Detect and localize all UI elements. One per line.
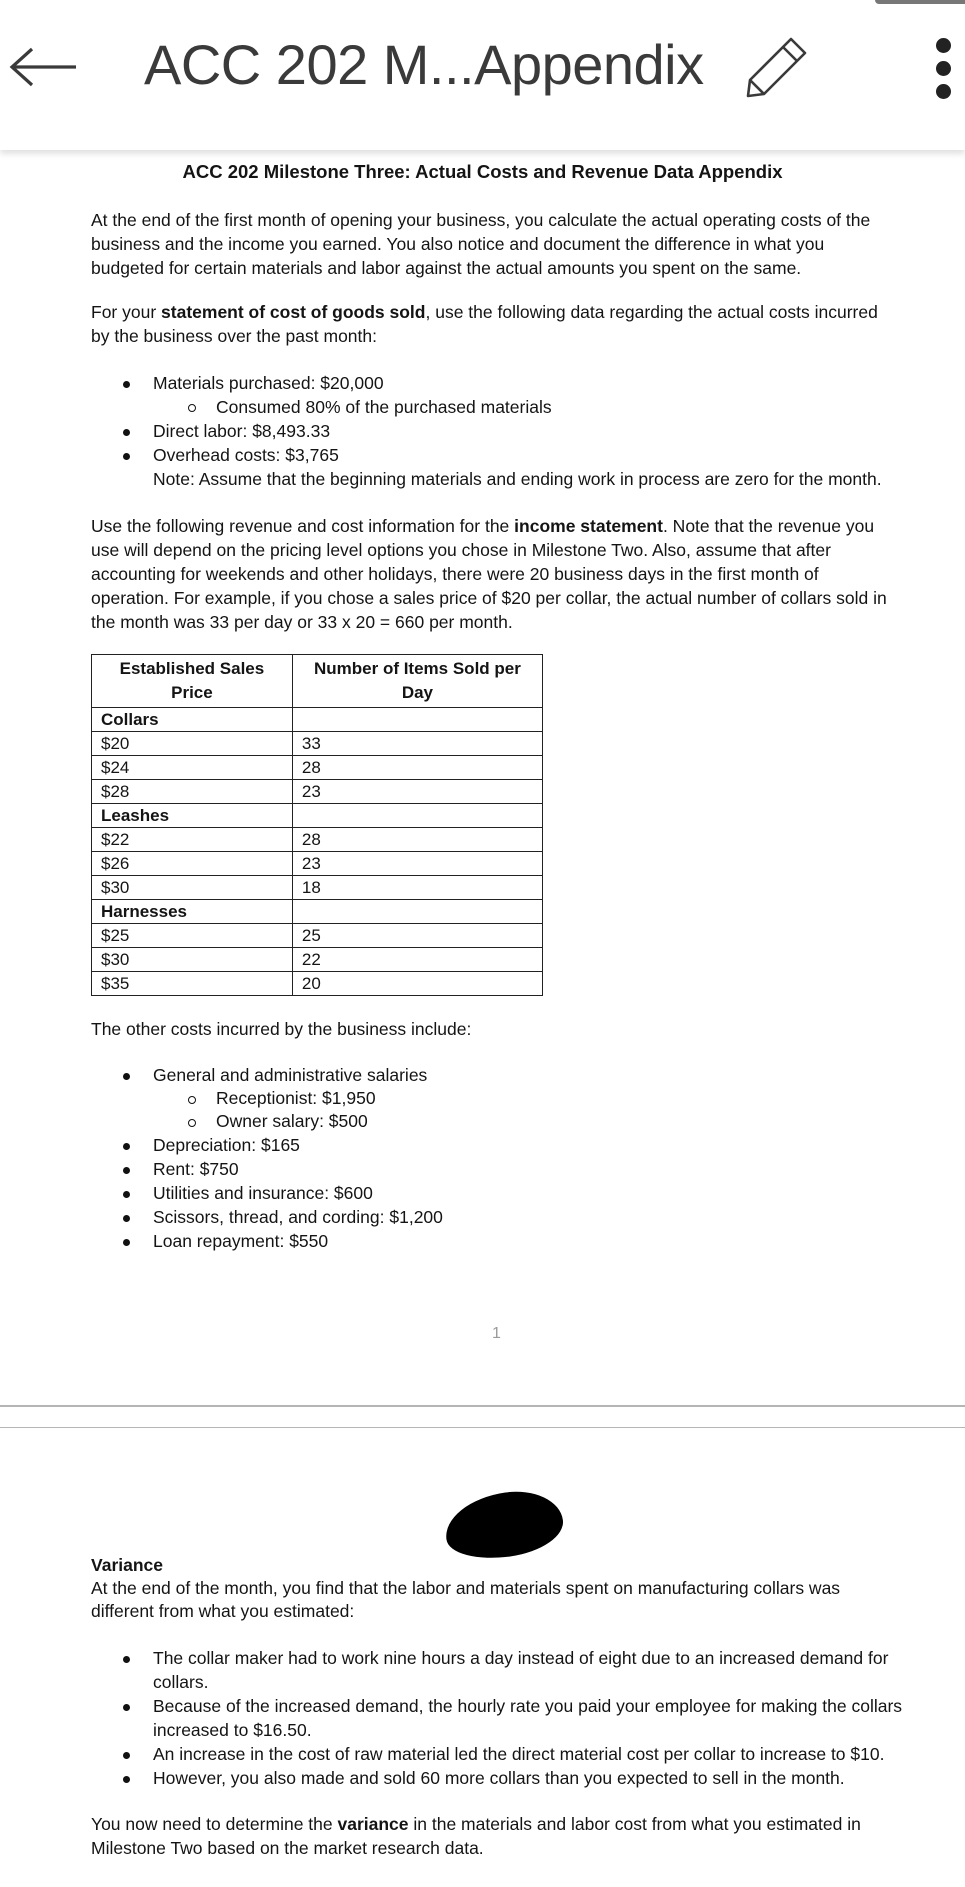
list-item: Scissors, thread, and cording: $1,200 <box>119 1205 919 1229</box>
column-header: Number of Items Sold per Day <box>292 655 542 708</box>
table-cell: 25 <box>292 924 542 948</box>
income-text-end: . Note that the revenue you use will depend on the pricing level options you chose in Milestone Two. Also, assume that after accounting for weekends and other holidays, there were 20 business days in the first month of operation. For example, if you chose a sales price of $20 per collar, the actual number of collars sold in the month was 33 per day or 33 x 20 = 660 per month. <box>91 516 887 632</box>
edit-button[interactable] <box>740 30 814 104</box>
page-title: ACC 202 Milestone Three: Actual Costs and Revenue Data Appendix <box>182 161 783 182</box>
table-row <box>92 708 543 732</box>
variance-section <box>91 1554 901 1623</box>
pencil-icon <box>744 34 810 100</box>
table-row <box>92 756 543 780</box>
cogs-list <box>119 371 919 491</box>
sales-price-table <box>91 654 543 996</box>
table-cell: $20 <box>92 732 293 756</box>
corner-shadow <box>875 0 965 4</box>
table-row <box>92 876 543 900</box>
table-cell: 18 <box>292 876 542 900</box>
list-item: Because of the increased demand, the hourly rate you paid your employee for making the collars increased to $16.50. <box>119 1694 919 1742</box>
table-row <box>92 780 543 804</box>
table-cell: 23 <box>292 852 542 876</box>
table-row <box>92 924 543 948</box>
table-row <box>92 852 543 876</box>
document-title: ACC 202 M...Appendix <box>144 33 704 96</box>
list-item: Direct labor: $8,493.33 <box>119 419 919 443</box>
table-row <box>92 900 543 924</box>
table-cell <box>292 708 542 732</box>
variance-heading: Variance <box>91 1555 163 1575</box>
column-header: Established Sales Price <box>92 655 293 708</box>
other-costs-intro: The other costs incurred by the business include: <box>91 1019 472 1039</box>
closing-paragraph <box>91 1812 901 1860</box>
closing-bold: variance <box>337 1814 409 1834</box>
more-dot <box>936 61 951 76</box>
variance-list <box>119 1646 919 1790</box>
list-item: Materials purchased: $20,000 <box>119 371 919 395</box>
closing-text: You now need to determine the <box>91 1814 338 1834</box>
table-cell <box>292 804 542 828</box>
list-item: Consumed 80% of the purchased materials <box>119 395 919 419</box>
table-cell: $35 <box>92 972 293 996</box>
group-label: Collars <box>92 708 293 732</box>
list-item: General and administrative salaries <box>119 1063 919 1087</box>
more-dot <box>936 84 951 99</box>
table-cell: 20 <box>292 972 542 996</box>
table-header-row <box>92 655 543 708</box>
list-item: Depreciation: $165 <box>119 1133 919 1157</box>
list-item: Overhead costs: $3,765 <box>119 443 919 467</box>
group-label: Harnesses <box>92 900 293 924</box>
table-row <box>92 972 543 996</box>
variance-intro: At the end of the month, you find that the labor and materials spent on manufacturing collars was different from what you estimated: <box>91 1578 841 1621</box>
page-divider <box>0 1405 965 1407</box>
table-cell: $22 <box>92 828 293 852</box>
document-page-1 <box>0 150 965 1405</box>
list-item: However, you also made and sold 60 more collars than you expected to sell in the month. <box>119 1766 919 1790</box>
table-row <box>92 804 543 828</box>
back-button[interactable] <box>6 30 80 104</box>
intro-paragraph: At the end of the first month of opening your business, you calculate the actual operating costs of the business and the income you earned. You also notice and document the difference in what you budgeted for certain materials and labor against the actual amounts you spent on the same. <box>91 210 871 278</box>
table-row <box>92 732 543 756</box>
document-page-2 <box>0 1428 965 1887</box>
page-number: 1 <box>492 1325 501 1342</box>
list-item: Owner salary: $500 <box>119 1110 919 1133</box>
table-cell: 22 <box>292 948 542 972</box>
table-row <box>92 828 543 852</box>
arrow-left-icon <box>8 47 78 87</box>
table-cell: $25 <box>92 924 293 948</box>
table-cell <box>292 900 542 924</box>
table-cell: $24 <box>92 756 293 780</box>
more-vertical-icon <box>936 38 951 53</box>
list-item: Loan repayment: $550 <box>119 1229 919 1253</box>
table-cell: 23 <box>292 780 542 804</box>
income-text: Use the following revenue and cost information for the <box>91 516 515 536</box>
list-item: Receptionist: $1,950 <box>119 1087 919 1110</box>
cogs-intro-text: For your <box>91 302 162 322</box>
table-cell: $26 <box>92 852 293 876</box>
app-bar <box>0 0 965 150</box>
list-item: Utilities and insurance: $600 <box>119 1181 919 1205</box>
closing-text-end: in the materials and labor cost from what you estimated in Milestone Two based on the market research data. <box>91 1814 861 1858</box>
other-costs-list <box>119 1063 919 1253</box>
group-label: Leashes <box>92 804 293 828</box>
table-cell: 33 <box>292 732 542 756</box>
income-bold: income statement <box>514 516 663 536</box>
cogs-intro-bold: statement of cost of goods sold <box>161 302 426 322</box>
income-paragraph <box>91 514 901 634</box>
list-item: Rent: $750 <box>119 1157 919 1181</box>
list-item: An increase in the cost of raw material led the direct material cost per collar to increase to $10. <box>119 1742 919 1766</box>
table-cell: $30 <box>92 876 293 900</box>
table-cell: $28 <box>92 780 293 804</box>
table-row <box>92 948 543 972</box>
cogs-intro-paragraph <box>91 300 901 348</box>
cogs-note: Note: Assume that the beginning materials and ending work in process are zero for the month. <box>153 469 882 489</box>
table-cell: $30 <box>92 948 293 972</box>
list-item: The collar maker had to work nine hours a day instead of eight due to an increased demand for collars. <box>119 1646 919 1694</box>
cogs-intro-text-end: , use the following data regarding the actual costs incurred by the business over the past month: <box>91 302 878 346</box>
table-cell: 28 <box>292 828 542 852</box>
more-options-button[interactable] <box>926 34 960 104</box>
table-cell: 28 <box>292 756 542 780</box>
